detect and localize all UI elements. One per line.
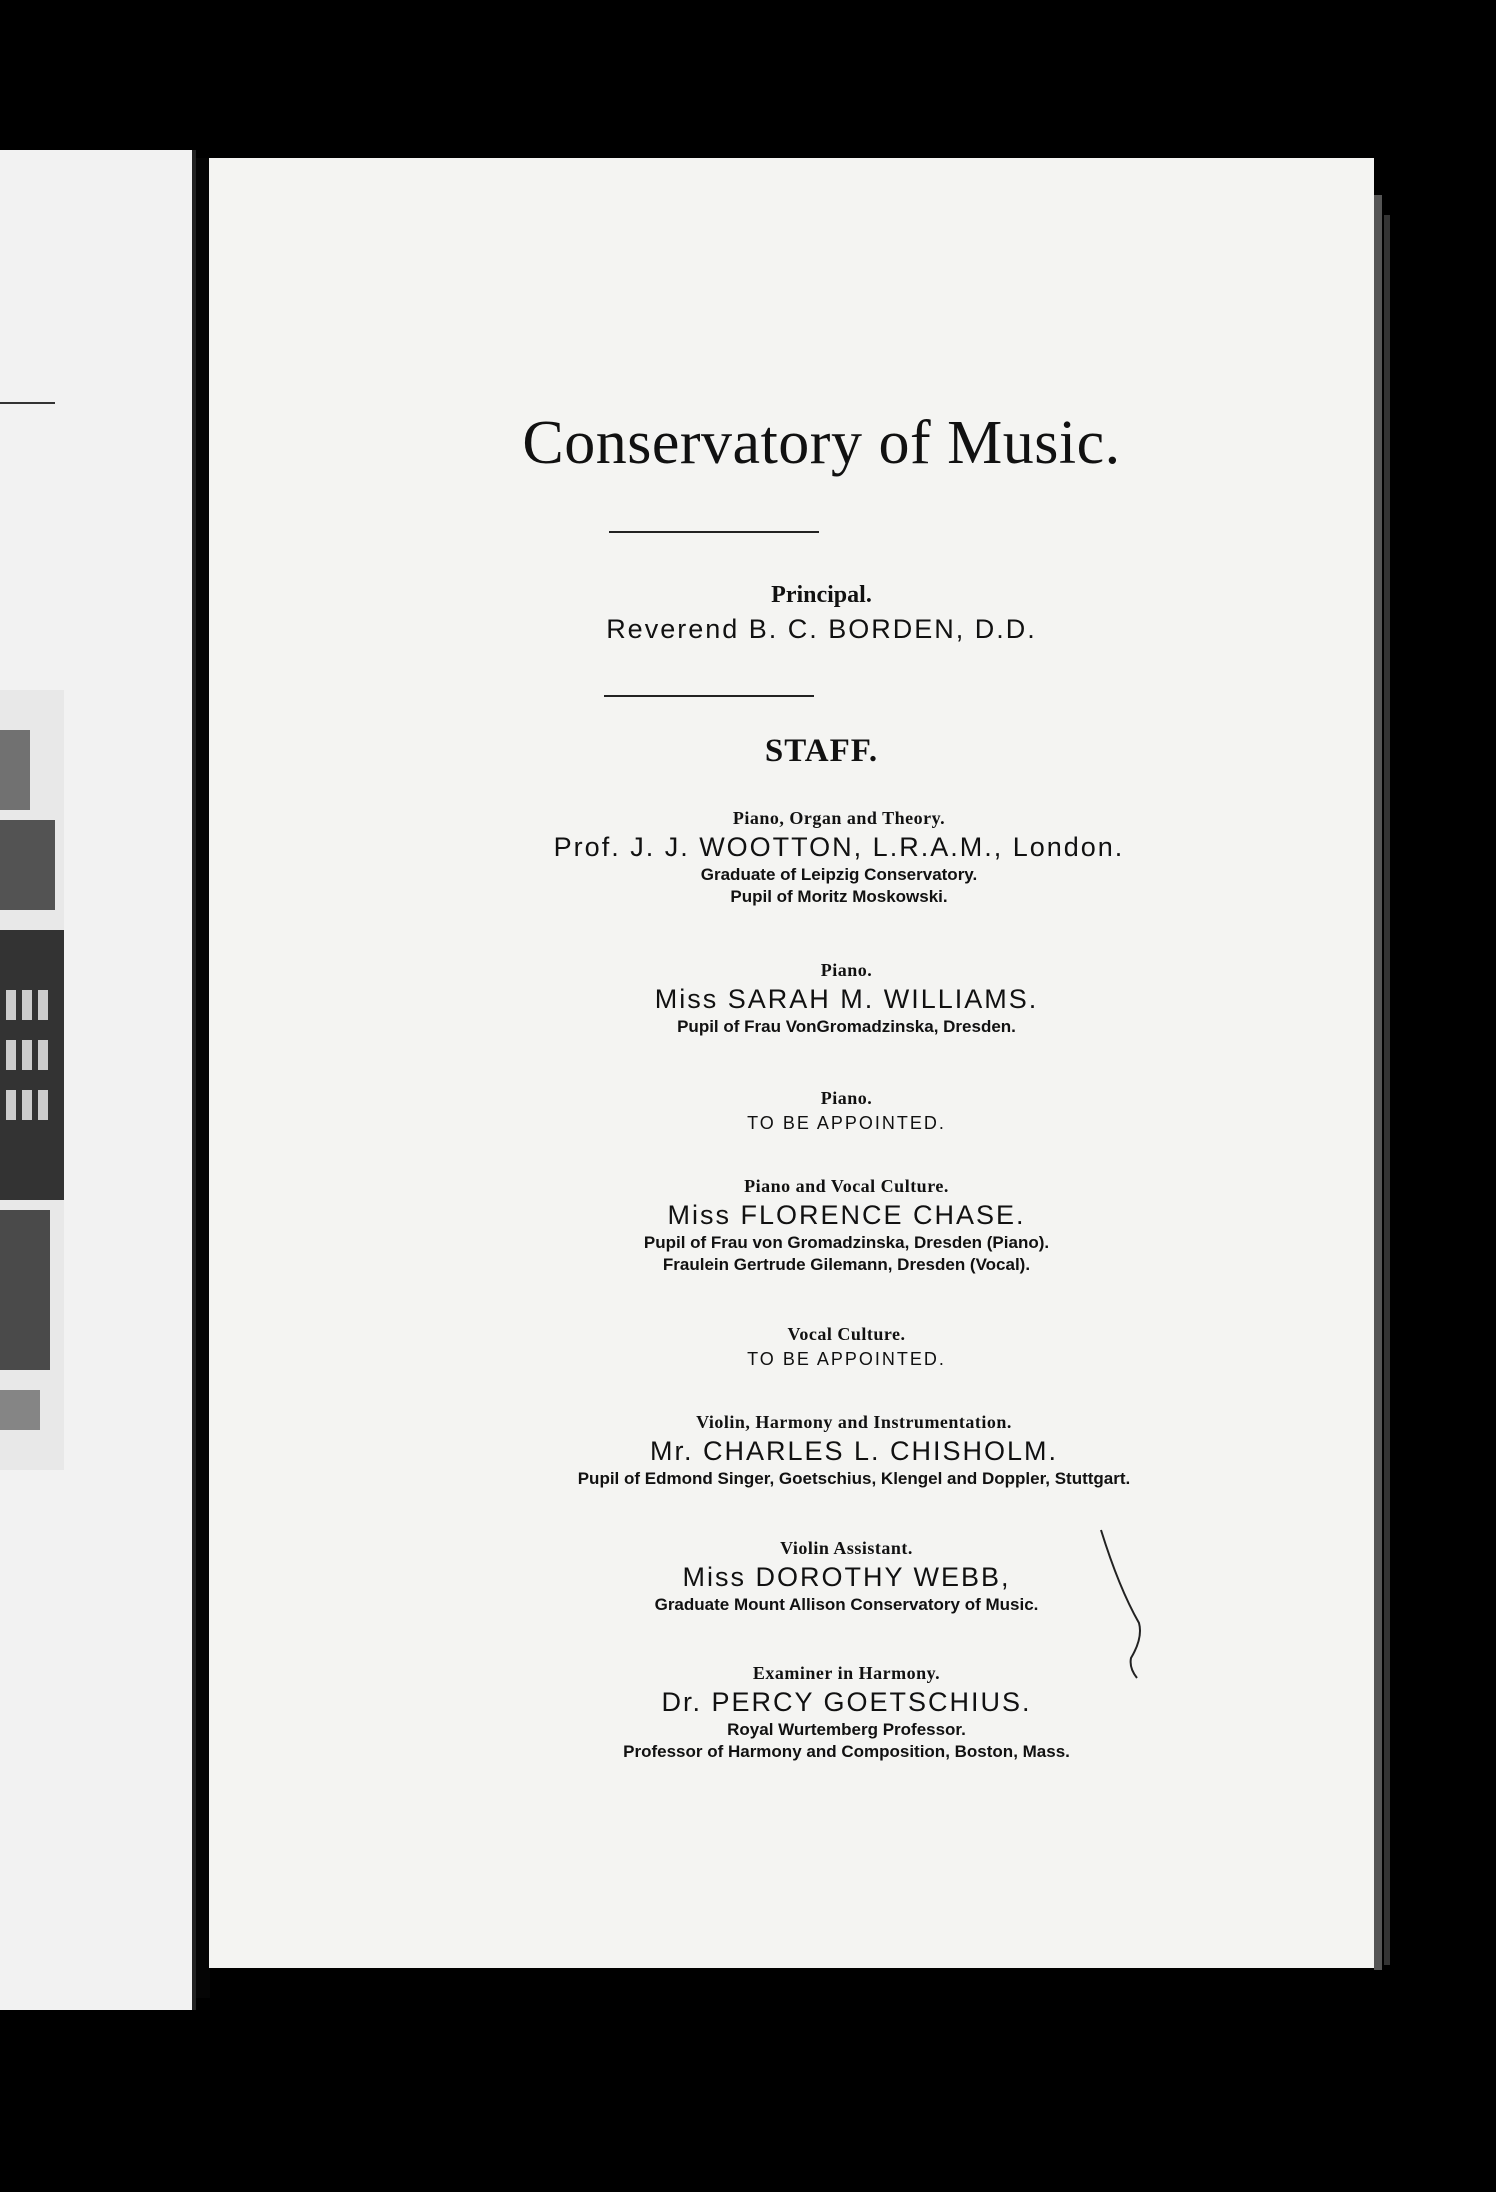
staff-entry bbox=[209, 806, 1374, 908]
staff-entry-note: Graduate of Leipzig Conservatory. bbox=[700, 865, 978, 884]
staff-entry-note: Pupil of Frau VonGromadzinska, Dresden. bbox=[677, 1017, 1016, 1036]
document-page bbox=[209, 158, 1374, 1968]
pen-mark bbox=[1099, 1528, 1144, 1698]
principal-name: Reverend B. C. BORDEN, D.D. bbox=[606, 614, 1037, 644]
staff-entry-name: Miss DOROTHY WEBB, bbox=[682, 1562, 1011, 1592]
principal-heading: Principal. bbox=[771, 582, 872, 608]
staff-entry-name: Dr. PERCY GOETSCHIUS. bbox=[661, 1687, 1032, 1717]
staff-entry bbox=[209, 958, 1374, 1038]
staff-entry-heading: Examiner in Harmony. bbox=[752, 1663, 941, 1683]
staff-heading: STAFF. bbox=[764, 733, 879, 769]
staff-entry-heading: Violin Assistant. bbox=[780, 1538, 913, 1558]
staff-entry bbox=[209, 1536, 1374, 1616]
page-edge bbox=[1384, 215, 1390, 1965]
staff-entry-heading: Vocal Culture. bbox=[787, 1324, 906, 1344]
staff-entry-name: TO BE APPOINTED. bbox=[747, 1113, 946, 1133]
staff-entry-heading: Piano. bbox=[820, 960, 873, 980]
staff-entry-heading: Piano, Organ and Theory. bbox=[732, 808, 946, 828]
divider-rule bbox=[604, 695, 814, 697]
building-illustration-fragment bbox=[0, 690, 64, 1470]
staff-entry-note: Royal Wurtemberg Professor. bbox=[727, 1720, 966, 1739]
staff-entry bbox=[209, 1661, 1374, 1763]
staff-entry-note: Pupil of Frau von Gromadzinska, Dresden (Piano). bbox=[643, 1233, 1050, 1252]
staff-entry bbox=[209, 1086, 1374, 1136]
staff-entry-name: Mr. CHARLES L. CHISHOLM. bbox=[649, 1436, 1059, 1466]
divider-rule bbox=[609, 531, 819, 533]
staff-entry-note: Fraulein Gertrude Gilemann, Dresden (Vocal). bbox=[662, 1255, 1031, 1274]
left-facing-page bbox=[0, 150, 196, 2010]
book-gutter bbox=[196, 158, 210, 1998]
staff-entry-heading: Piano. bbox=[820, 1088, 873, 1108]
staff-entry-name: Miss SARAH M. WILLIAMS. bbox=[654, 984, 1039, 1014]
staff-entry-name: TO BE APPOINTED. bbox=[747, 1349, 946, 1369]
staff-entry-note: Graduate Mount Allison Conservatory of Music. bbox=[654, 1595, 1039, 1614]
staff-entry-heading: Piano and Vocal Culture. bbox=[744, 1176, 949, 1196]
staff-entry-name: Miss FLORENCE CHASE. bbox=[667, 1200, 1026, 1230]
staff-entry-note: Pupil of Edmond Singer, Goetschius, Klengel and Doppler, Stuttgart. bbox=[577, 1469, 1131, 1488]
staff-entry-heading: Violin, Harmony and Instrumentation. bbox=[696, 1412, 1012, 1432]
staff-entry-note: Pupil of Moritz Moskowski. bbox=[730, 887, 948, 906]
staff-entry-note: Professor of Harmony and Composition, Boston, Mass. bbox=[623, 1742, 1070, 1761]
staff-entry-name: Prof. J. J. WOOTTON, L.R.A.M., London. bbox=[553, 832, 1125, 862]
staff-entry bbox=[209, 1174, 1374, 1276]
document-title: Conservatory of Music. bbox=[522, 409, 1121, 477]
staff-entry bbox=[209, 1322, 1374, 1372]
left-page-rule bbox=[0, 402, 55, 404]
principal-section bbox=[209, 580, 1374, 646]
staff-entry bbox=[209, 1410, 1374, 1490]
page-edge bbox=[1374, 195, 1382, 1970]
